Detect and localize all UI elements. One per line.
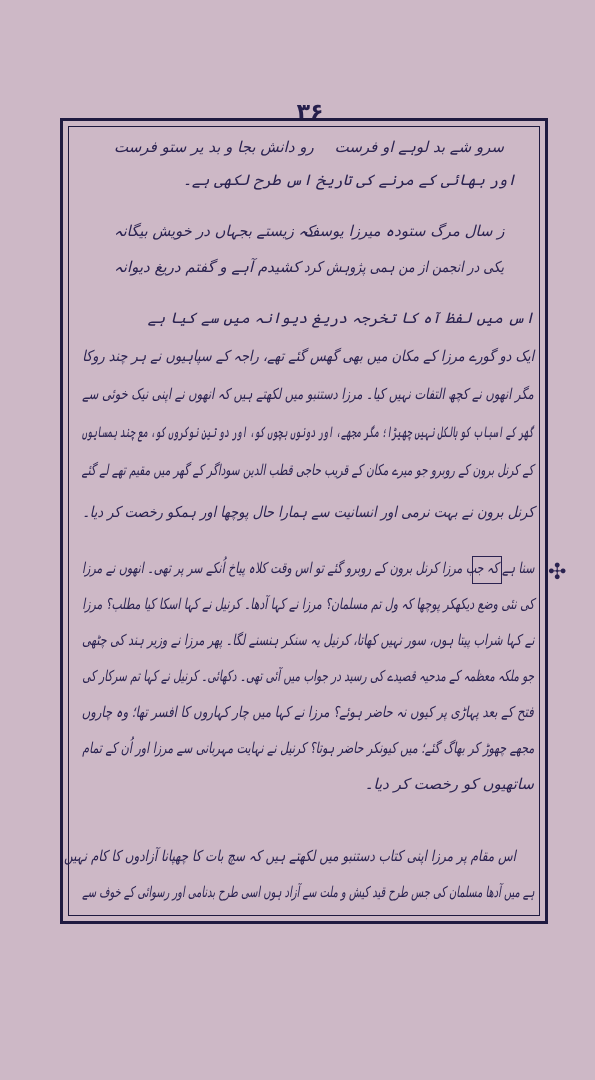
text-line: اس میں لفظ آہ کا تخرجہ دریغ دیوانہ میں سے کیا ہے [147,309,534,327]
text-line: کے کرنل برون کے روبرو جو میرے مکان کے قریب حاجی قطب الدین سوداگر کے گھر میں مقیم تھے لے گئے [82,461,534,479]
text-line: سنا ہے کہ جب مرزا کرنل برون کے روبرو گئے تو اس وقت کلاہ پیاخ اُنکے سر پر تھی۔ انھوں نے مرزا [81,559,534,577]
verse-left: کشیدم آہے و گفتم دریغ دیوانہ [114,258,301,276]
page-number: ۳۶ [296,100,324,125]
text-line: مجھے چھوڑ کر بھاگ گئے؛ میں کیونکر حاضر ہوتا؟ کرنیل نے نہایت مہربانی سے مرزا اور اُن کے تمام [81,739,534,757]
verse-right: سرو شے بد لوہے او فرست [334,138,504,156]
verse-row-2 [74,222,534,252]
text-line: اس مقام پر مرزا اپنی کتاب دستنبو میں لکھتے ہیں کہ سچ بات کا چھپانا آزادوں کا کام نہیں [64,847,516,865]
text-line: کرنل برون نے بہت نرمی اور انسانیت سے ہمارا حال پوچھا اور ہمکو رخصت کر دیا۔ [81,503,534,521]
text-line: گھر کے اسباب کو بالکل نہیں چھیڑا؛ مگر مجھے، اور دونوں بچوں کو، اور دو تین نوکروں کو، مع چند ہمسایوں [82,423,534,441]
text-line: کی نئی وضع دیکھکر پوچھا کہ ول تم مسلمان؟ مرزا نے کہا آدھا۔ کرنیل نے کہا اسکا کیا مطلب؟ مرزا [81,595,534,613]
verse-right: یکی در انجمن از من ہمی پژوہش کرد [304,258,504,276]
verse-right: ز سال مرگ ستودہ میرزا یوسف [303,222,504,240]
intro-text: اور بھائی کے مرنے کی تاریخ اس طرح لکھی ہے۔ [183,171,516,189]
text-line: فتح کے بعد پہاڑی پر کیوں نہ حاضر ہوئے؟ مرزا نے کہا میں چار کہاروں کا افسر تھا؛ وہ چاروں [82,703,534,721]
verse-row-3 [74,258,534,288]
text-line: ہے میں آدھا مسلمان کی جس طرح قید کیش و ملت سے آزاد ہوں اسی طرح بدنامی اور رسوائی کے خوف سے [81,883,534,901]
text-line: ساتھیوں کو رخصت کر دیا۔ [364,775,534,793]
text-line: ایک دو گورے مرزا کے مکان میں بھی گھس گئے تھے، راجہ کے سپاہیوں نے ہر چند روکا [81,347,534,365]
margin-mark: ✣ [548,560,567,585]
text-line: مگر انھوں نے کچھ التفات نہیں کیا۔ مرزا دستنبو میں لکھتے ہیں کہ انھوں نے اپنی نیک خوئی سے [82,385,534,403]
text-line: نے کہا شراب پیتا ہوں، سور نہیں کھاتا، کرنیل یہ سنکر ہنسنے لگا۔ پھر مرزا نے وزیر ہند کی چٹھی [81,631,534,649]
verse-left: رو دانش بجا و بد یر ستو فرست [114,138,314,156]
verse-row-1 [74,138,534,168]
verse-left: کہ زیستے بجہاں در خویش بیگانہ [114,222,314,240]
text-line: جو ملکہ معظمہ کے مدحیہ قصیدے کی رسید در جواب میں آئی تھی۔ دکھائی۔ کرنیل نے کہا تم سرکار کی [82,667,534,685]
